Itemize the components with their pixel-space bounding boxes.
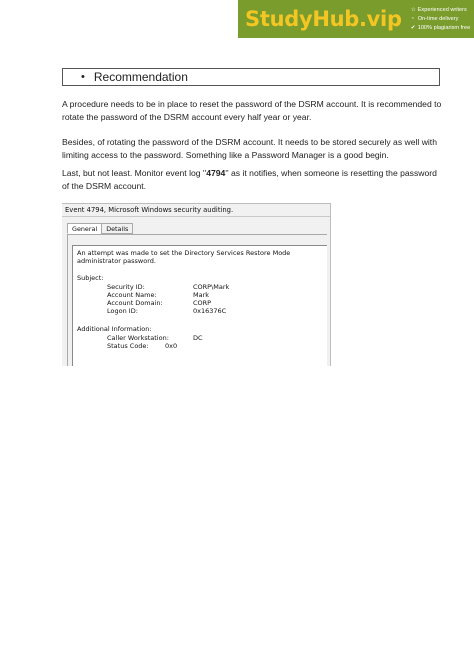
section-heading-box <box>62 68 440 86</box>
title-divider <box>62 216 330 217</box>
paragraph-monitor-event <box>62 167 446 192</box>
check-icon: ✔ <box>410 25 416 31</box>
account-domain-label: Account Domain: <box>107 299 163 307</box>
account-name-value: Mark <box>193 291 210 299</box>
studyhub-logo[interactable]: StudyHub.vip <box>245 7 402 31</box>
description-line: An attempt was made to set the Directory Services Restore Mode <box>77 249 291 257</box>
event-title: Event 4794, Microsoft Windows security auditing. <box>65 206 234 214</box>
security-id-value: CORP\Mark <box>193 283 230 291</box>
tab-general[interactable]: General <box>67 223 102 234</box>
logon-id-label: Logon ID: <box>107 307 138 315</box>
tab-details[interactable]: Details <box>101 223 133 234</box>
paragraph-rotate-password: A procedure needs to be in place to reset the password of the DSRM account. It is recommended to rotate the password of the DSRM account every half year or year. <box>62 99 442 122</box>
caller-workstation-label: Caller Workstation: <box>107 334 169 342</box>
bullet-icon: • <box>81 70 85 83</box>
feature-on-time-delivery <box>411 15 471 23</box>
feature-label: On-time delivery <box>417 16 459 22</box>
event-tab-panel <box>67 234 327 366</box>
status-code-value: 0x0 <box>165 342 178 350</box>
subject-label: Subject: <box>77 274 104 282</box>
event-description-box[interactable] <box>72 245 327 366</box>
banner-features <box>411 6 471 32</box>
caller-workstation-value: DC <box>193 334 203 342</box>
logon-id-value: 0x16376C <box>193 307 227 315</box>
section-heading: Recommendation <box>93 70 188 84</box>
event-tabs <box>67 223 132 234</box>
feature-experienced-writers <box>411 6 471 14</box>
description-line: administrator password. <box>77 257 156 265</box>
feature-plagiarism-free <box>411 24 471 32</box>
star-icon: ☆ <box>410 7 416 13</box>
monitor-text-after: '' as it notifies, when someone is resetting the password of the DSRM account. <box>62 168 437 191</box>
studyhub-banner[interactable] <box>238 0 474 38</box>
clock-icon: ◔ <box>410 16 415 22</box>
event-id-bold: 4794 <box>206 168 226 178</box>
event-viewer-screenshot <box>62 203 331 366</box>
monitor-text-before: Last, but not least. Monitor event log '' <box>62 168 207 178</box>
account-domain-value: CORP <box>193 299 212 307</box>
paragraph-store-securely: Besides, of rotating the password of the DSRM account. It needs to be stored securely as well with limiting access to the password. Something like a Password Manager is a good begin. <box>62 137 437 160</box>
feature-label: 100% plagiarism free <box>417 25 471 31</box>
account-name-label: Account Name: <box>107 291 157 299</box>
additional-info-label: Additional Information: <box>77 325 152 333</box>
security-id-label: Security ID: <box>107 283 145 291</box>
status-code-label: Status Code: <box>107 342 149 350</box>
feature-label: Experienced writers <box>417 7 467 13</box>
